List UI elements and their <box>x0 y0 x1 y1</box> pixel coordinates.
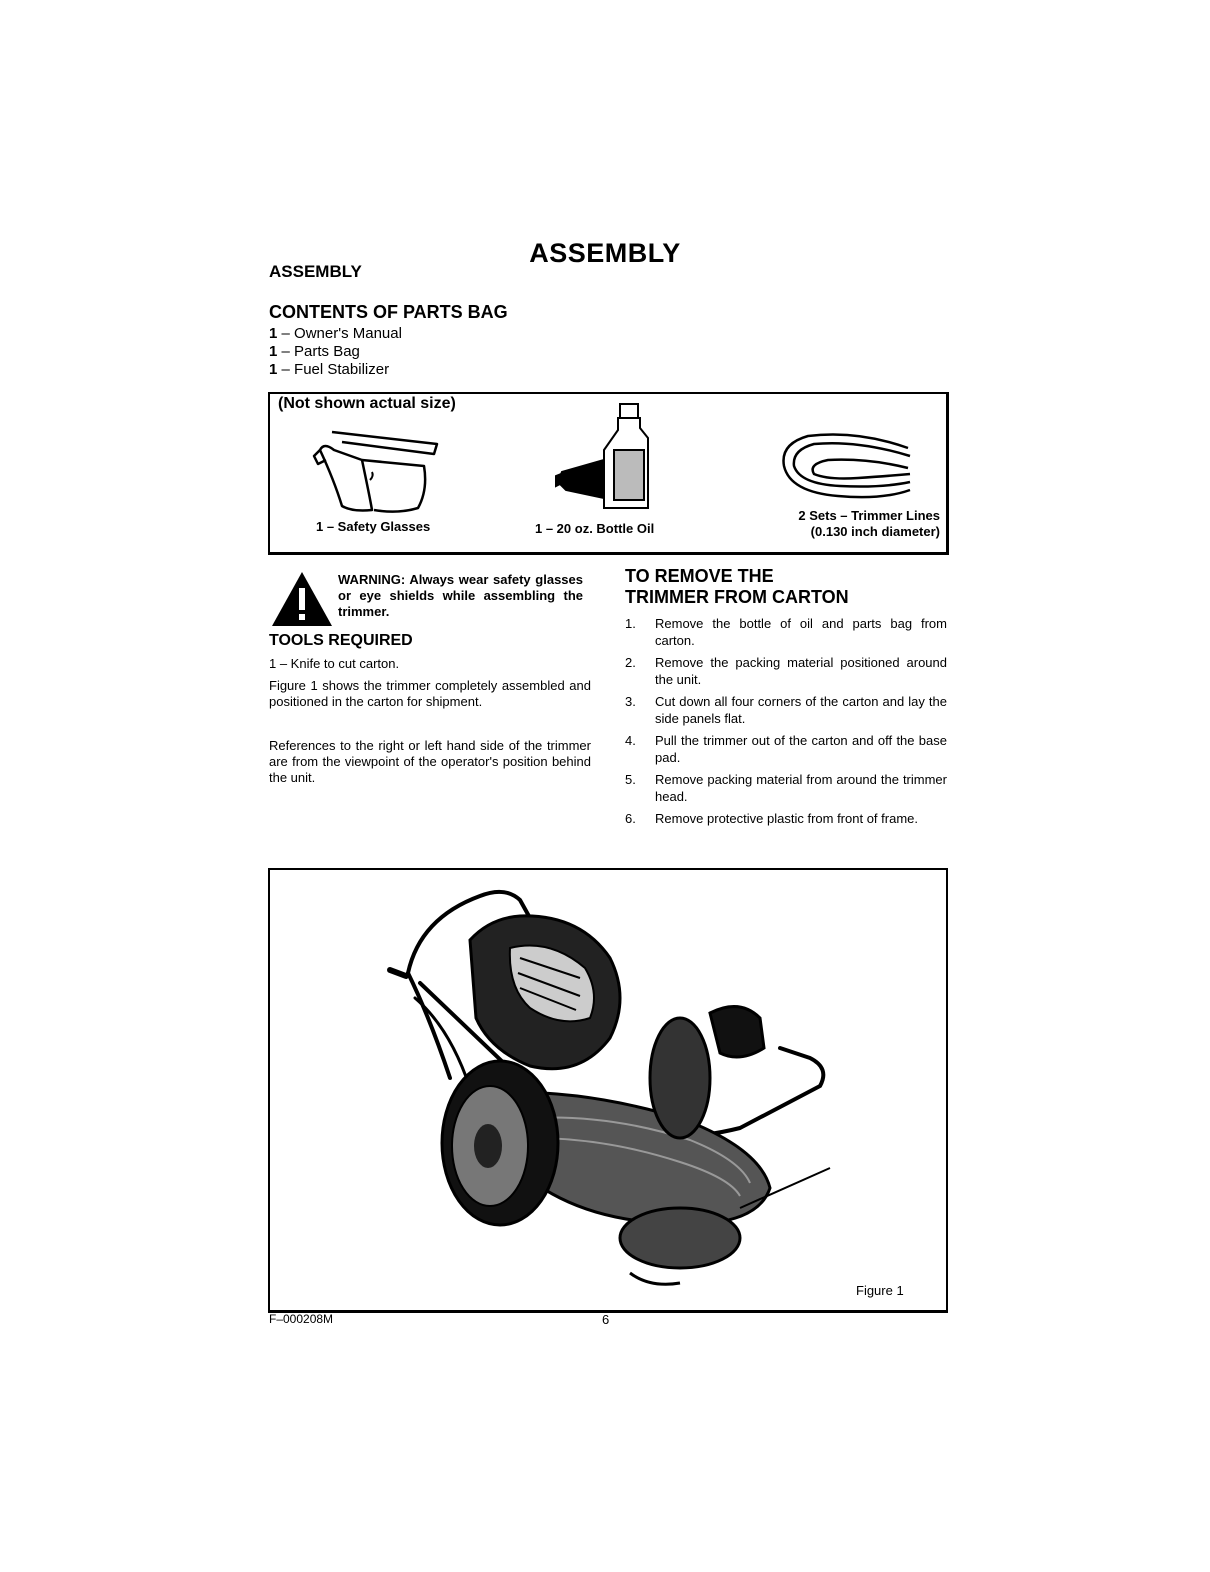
lines-caption: 2 Sets – Trimmer Lines (0.130 inch diameter) <box>798 508 940 539</box>
safety-glasses-icon <box>312 420 442 520</box>
list-item: 3. Cut down all four corners of the carton and lay the side panels flat. <box>625 694 947 726</box>
list-item: 1 – Owner's Manual <box>269 325 402 342</box>
glasses-caption: 1 – Safety Glasses <box>316 519 431 534</box>
list-item: 2. Remove the packing material positioned around the unit. <box>625 655 947 687</box>
list-item: 5. Remove packing material from around the trimmer head. <box>625 772 947 804</box>
warning-text: WARNING: Always wear safety glasses or eye shields while assembling the trimmer. <box>338 572 583 619</box>
tools-heading: TOOLS REQUIRED <box>269 632 413 649</box>
list-item: 1 – Parts Bag <box>269 343 360 360</box>
remove-heading: TO REMOVE THE TRIMMER FROM CARTON <box>625 566 849 607</box>
figure-label: Figure 1 <box>856 1283 904 1298</box>
references-paragraph: References to the right or left hand side of the trimmer are from the viewpoint of the operator's position behind the unit. <box>269 738 591 785</box>
contents-list <box>269 325 402 379</box>
list-item: 6. Remove protective plastic from front of frame. <box>625 811 918 826</box>
list-item: 1. Remove the bottle of oil and parts bag from carton. <box>625 616 947 648</box>
page-title: ASSEMBLY <box>529 238 681 268</box>
string-trimmer-illustration <box>380 878 840 1293</box>
contents-heading: CONTENTS OF PARTS BAG <box>269 302 508 322</box>
document-code: F–000208M <box>269 1312 334 1326</box>
not-shown-note: (Not shown actual size) <box>278 395 456 412</box>
list-item: 4. Pull the trimmer out of the carton and off the base pad. <box>625 733 947 765</box>
trimmer-lines-icon <box>778 430 918 515</box>
oil-bottle-icon <box>552 400 652 515</box>
oil-caption: 1 – 20 oz. Bottle Oil <box>535 521 655 536</box>
warning-triangle-icon <box>270 570 334 628</box>
tools-item: 1 – Knife to cut carton. <box>269 656 400 671</box>
section-heading: ASSEMBLY <box>269 262 362 281</box>
remove-steps <box>625 615 947 832</box>
list-item: 1 – Fuel Stabilizer <box>269 361 390 378</box>
figure-paragraph: Figure 1 shows the trimmer completely assembled and positioned in the carton for shipment. <box>269 678 591 709</box>
page-number: 6 <box>602 1312 610 1327</box>
